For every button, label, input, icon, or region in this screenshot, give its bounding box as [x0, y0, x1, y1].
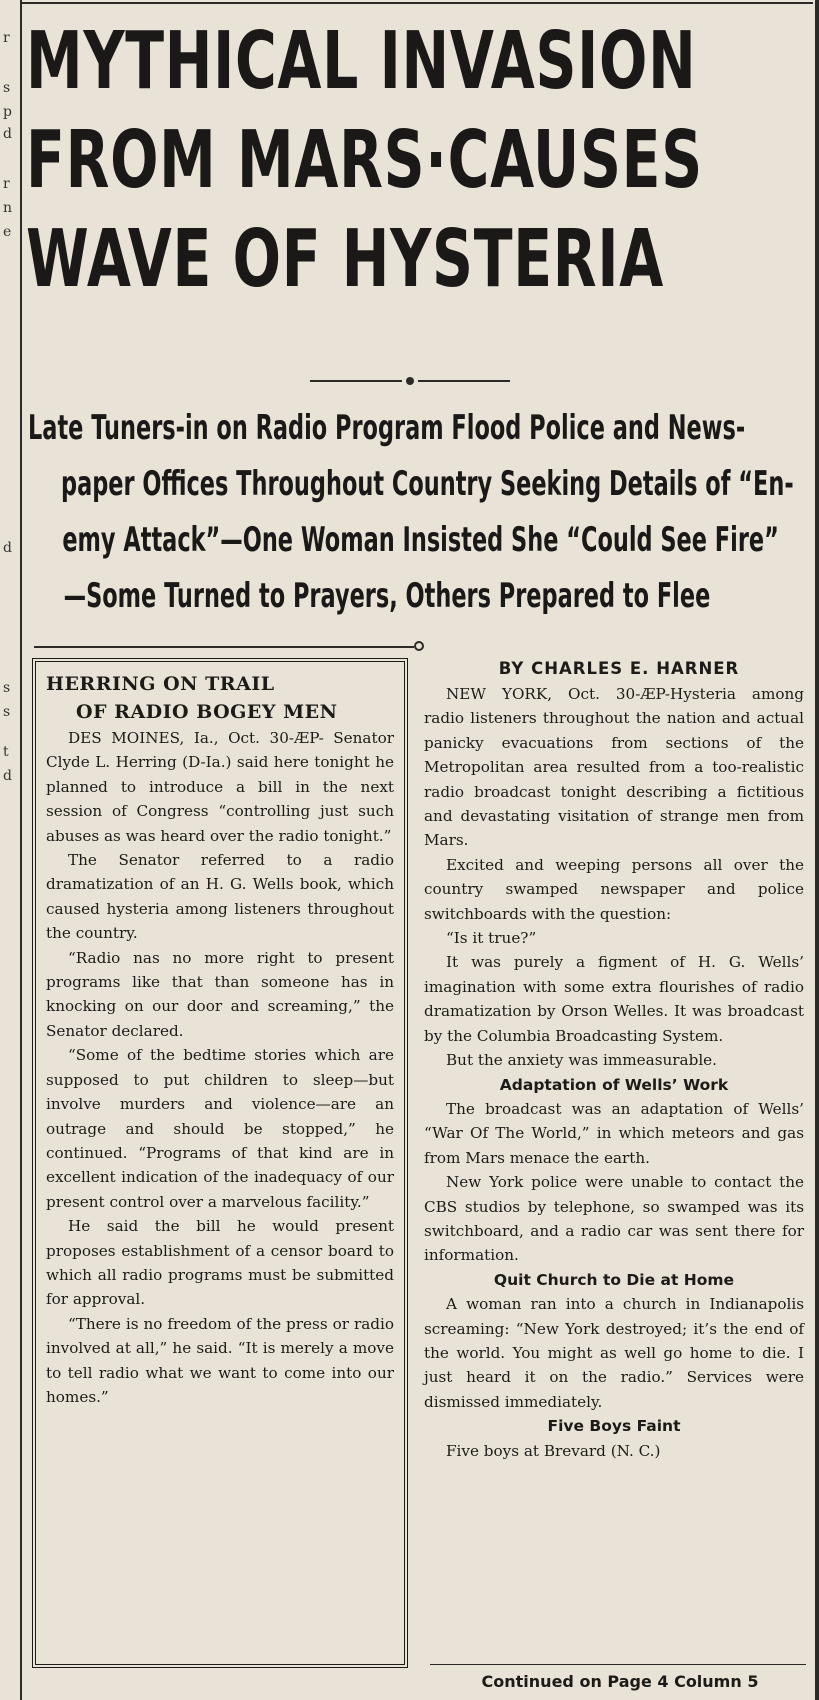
deck-line-3: emy Attack”—One Woman Insisted She “Could See Fire”	[62, 520, 779, 560]
edge-letter: p	[3, 104, 12, 120]
deck-line-1: Late Tuners-in on Radio Program Flood Police and News-	[28, 408, 746, 448]
continued-rule	[430, 1664, 806, 1665]
main-headline	[26, 12, 807, 309]
edge-letter: d	[3, 126, 12, 142]
edge-letter: r	[3, 30, 10, 46]
main-paragraph: A woman ran into a church in Indianapolis screaming: “New York destroyed; it’s the end of the world. You might as well go home to die. I just heard it on the radio.” Services were dismissed immediately.	[424, 1295, 804, 1411]
sidebar-title-line-2: OF RADIO BOGEY MEN	[76, 701, 338, 723]
sidebar-story-box	[32, 658, 408, 1668]
subhead-five-boys: Five Boys Faint	[547, 1417, 681, 1436]
headline-line-2: FROM MARS·CAUSES	[26, 114, 703, 206]
byline: BY CHARLES E. HARNER	[498, 659, 740, 678]
main-story-column	[424, 656, 804, 1463]
edge-letter: s	[3, 80, 11, 96]
main-paragraph: Excited and weeping persons all over the country swamped newspaper and police switchboards with the question:	[424, 855, 804, 923]
subhead-quit-church: Quit Church to Die at Home	[493, 1270, 735, 1289]
sidebar-paragraph: The Senator referred to a radio dramatization of an H. G. Wells book, which caused hysteria among listeners throughout the country.	[46, 851, 394, 943]
sidebar-paragraph: “There is no freedom of the press or radio involved at all,” he said. “It is merely a move to tell radio what we want to come into our homes.”	[46, 1314, 394, 1406]
edge-letter: d	[3, 540, 12, 556]
section-rule-dot	[414, 641, 424, 651]
deck-line-4: —Some Turned to Prayers, Others Prepared to Flee	[63, 576, 711, 616]
edge-letter: n	[3, 200, 13, 216]
main-paragraph: NEW YORK, Oct. 30-ÆP-Hysteria among radio listeners throughout the nation and actual panicky evacuations from sections of the Metropolitan area resulted from a too-realistic radio broadcast tonight describing a fictitious and devastating visitation of strange men from Mars.	[424, 685, 804, 850]
sidebar-body	[46, 726, 394, 1409]
edge-letter: s	[3, 704, 11, 720]
sidebar-title	[46, 670, 394, 726]
edge-letter: r	[3, 176, 10, 192]
edge-letter: s	[3, 680, 11, 696]
headline-line-3: WAVE OF HYSTERIA	[26, 213, 664, 305]
main-paragraph: But the anxiety was immeasurable.	[446, 1051, 717, 1070]
right-page-edge	[815, 0, 819, 1700]
main-paragraph: It was purely a figment of H. G. Wells’ imagination with some extra flourishes of radio dramatization by Orson Welles. It was broadcast by the Columbia Broadcasting System.	[424, 953, 804, 1045]
subhead-adaptation: Adaptation of Wells’ Work	[499, 1075, 729, 1094]
sub-headline-deck	[28, 400, 817, 624]
headline-line-1: MYTHICAL INVASION	[26, 15, 697, 107]
sidebar-paragraph: DES MOINES, Ia., Oct. 30-ÆP- Senator Clyde L. Herring (D-Ia.) said here tonight he planned to introduce a bill in the next session of Congress “controlling just such abuses as was heard over the radio tonight.”	[46, 729, 394, 845]
top-rule	[22, 2, 813, 4]
main-body	[424, 682, 804, 1463]
sidebar-paragraph: “Radio nas no more right to present programs like that than someone has in knocking on our door and screaming,” the Senator declared.	[46, 948, 394, 1040]
main-paragraph: Five boys at Brevard (N. C.)	[446, 1441, 661, 1460]
sidebar-title-line-1: HERRING ON TRAIL	[46, 673, 275, 695]
main-paragraph: New York police were unable to contact the CBS studios by telephone, so swamped was its switchboard, and a radio car was sent there for information.	[424, 1173, 804, 1265]
main-paragraph: “Is it true?”	[446, 929, 537, 948]
edge-letter: d	[3, 768, 12, 784]
sidebar-paragraph: He said the bill he would present proposes establishment of a censor board to which all radio programs must be submitted for approval.	[46, 1217, 394, 1309]
left-page-edge	[0, 0, 22, 1700]
deck-line-2: paper Offices Throughout Country Seeking Details of “En-	[61, 464, 794, 504]
edge-letter: t	[3, 744, 9, 760]
section-rule	[34, 646, 414, 648]
headline-divider-ornament	[310, 374, 510, 388]
sidebar-paragraph: “Some of the bedtime stories which are supposed to put children to sleep—but involve murders and violence—are an outrage and should be stopped,” he continued. “Programs of that kind are in excellent indication of the inadequacy of our present control over a marvelous facility.”	[46, 1046, 394, 1211]
edge-letter: e	[3, 224, 12, 240]
main-paragraph: The broadcast was an adaptation of Wells’ “War Of The World,” in which meteors and gas from Mars menace the earth.	[424, 1099, 804, 1167]
continued-notice: Continued on Page 4 Column 5	[481, 1672, 759, 1691]
